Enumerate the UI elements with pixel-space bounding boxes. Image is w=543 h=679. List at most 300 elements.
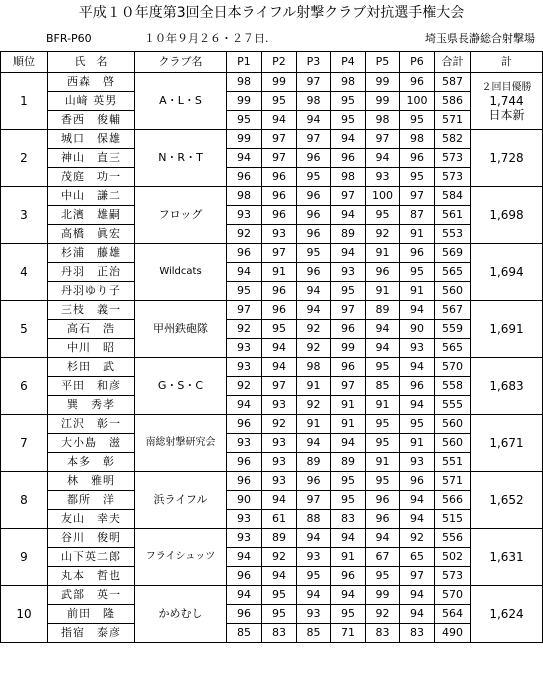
score-p6: 91 (400, 282, 435, 301)
table-row (1, 339, 543, 358)
score-p6: 94 (400, 301, 435, 320)
score-p1: 95 (227, 111, 262, 130)
score-p4: 91 (331, 396, 366, 415)
table-row (1, 225, 543, 244)
score-p3: 96 (297, 225, 331, 244)
score-p2: 96 (262, 206, 297, 225)
score-p5: 91 (366, 453, 400, 472)
shooter-name: 林 雅明 (48, 472, 135, 491)
team-total: 1,691 (489, 322, 524, 336)
score-p5: 99 (366, 586, 400, 605)
score-p2: 95 (262, 605, 297, 624)
table-row (1, 187, 543, 206)
score-p5: 96 (366, 263, 400, 282)
page-title: 平成１０年度第3回全日本ライフル射撃クラブ対抗選手権大会 (78, 5, 465, 21)
score-p4: 97 (331, 377, 366, 396)
shooter-name: 北濱 雄嗣 (48, 206, 135, 225)
shooter-name: 丹羽 正治 (48, 263, 135, 282)
shooter-total: 565 (435, 339, 471, 358)
score-p4: 96 (331, 358, 366, 377)
score-p4: 97 (331, 187, 366, 206)
score-p4: 98 (331, 73, 366, 92)
shooter-name: 神山 直三 (48, 149, 135, 168)
shooter-total: 551 (435, 453, 471, 472)
score-p1: 93 (227, 529, 262, 548)
score-p3: 85 (297, 624, 331, 643)
score-p6: 98 (400, 130, 435, 149)
col-header-team-total: 計 (471, 52, 543, 73)
score-p5: 95 (366, 567, 400, 586)
score-p6: 93 (400, 453, 435, 472)
shooter-total: 490 (435, 624, 471, 643)
score-p4: 94 (331, 130, 366, 149)
shooter-total: 555 (435, 396, 471, 415)
shooter-name: 三枝 義一 (48, 301, 135, 320)
col-header-p2: P2 (262, 52, 297, 73)
table-row (1, 453, 543, 472)
table-row (1, 206, 543, 225)
score-p2: 91 (262, 263, 297, 282)
shooter-total: 561 (435, 206, 471, 225)
event-date: １０年９月２６・２７日. (144, 32, 269, 45)
table-row (1, 73, 543, 92)
table-row (1, 529, 543, 548)
score-p2: 95 (262, 586, 297, 605)
score-p3: 95 (297, 567, 331, 586)
score-p4: 96 (331, 567, 366, 586)
score-p1: 93 (227, 206, 262, 225)
shooter-total: 564 (435, 605, 471, 624)
score-p1: 99 (227, 130, 262, 149)
team-total-cell (471, 130, 543, 187)
team-total: 1,652 (489, 493, 524, 507)
col-header-p6: P6 (400, 52, 435, 73)
table-row (1, 491, 543, 510)
event-class: BFR-P60 (46, 32, 92, 45)
score-p1: 96 (227, 244, 262, 263)
score-p1: 98 (227, 73, 262, 92)
score-p1: 93 (227, 339, 262, 358)
shooter-name: 中川 昭 (48, 339, 135, 358)
shooter-name: 武部 英一 (48, 586, 135, 605)
score-p5: 94 (366, 339, 400, 358)
score-p1: 94 (227, 263, 262, 282)
score-p3: 93 (297, 605, 331, 624)
header-row (1, 52, 543, 73)
score-p5: 96 (366, 491, 400, 510)
shooter-total: 570 (435, 586, 471, 605)
score-p2: 96 (262, 282, 297, 301)
shooter-total: 567 (435, 301, 471, 320)
score-p2: 83 (262, 624, 297, 643)
score-p4: 97 (331, 301, 366, 320)
shooter-name: 前田 隆 (48, 605, 135, 624)
shooter-total: 565 (435, 263, 471, 282)
score-p3: 97 (297, 73, 331, 92)
score-p5: 89 (366, 301, 400, 320)
score-p1: 98 (227, 187, 262, 206)
table-row (1, 358, 543, 377)
score-p5: 95 (366, 206, 400, 225)
score-p1: 94 (227, 586, 262, 605)
col-header-sum: 合計 (435, 52, 471, 73)
shooter-total: 560 (435, 434, 471, 453)
score-p5: 94 (366, 149, 400, 168)
score-p2: 94 (262, 358, 297, 377)
shooter-total: 569 (435, 244, 471, 263)
score-p6: 92 (400, 529, 435, 548)
shooter-total: 502 (435, 548, 471, 567)
score-p4: 91 (331, 548, 366, 567)
score-p3: 94 (297, 434, 331, 453)
score-p3: 96 (297, 206, 331, 225)
team-total-cell (471, 529, 543, 586)
table-row (1, 168, 543, 187)
score-p5: 97 (366, 130, 400, 149)
team-rank: 10 (1, 586, 48, 643)
team-rank: 7 (1, 415, 48, 472)
score-p3: 92 (297, 339, 331, 358)
score-p1: 93 (227, 510, 262, 529)
score-p4: 95 (331, 282, 366, 301)
score-p5: 85 (366, 377, 400, 396)
shooter-total: 573 (435, 168, 471, 187)
score-p1: 94 (227, 149, 262, 168)
shooter-name: 高橋 眞宏 (48, 225, 135, 244)
team-rank: 9 (1, 529, 48, 586)
shooter-name: 丸本 哲也 (48, 567, 135, 586)
team-total-cell (471, 358, 543, 415)
score-p6: 91 (400, 225, 435, 244)
table-row (1, 624, 543, 643)
score-p4: 94 (331, 244, 366, 263)
score-p6: 100 (400, 92, 435, 111)
score-p3: 96 (297, 263, 331, 282)
score-p5: 83 (366, 624, 400, 643)
score-p2: 94 (262, 111, 297, 130)
score-p6: 94 (400, 605, 435, 624)
score-p4: 89 (331, 453, 366, 472)
score-p6: 95 (400, 111, 435, 130)
shooter-total: 586 (435, 92, 471, 111)
score-p5: 100 (366, 187, 400, 206)
score-p4: 99 (331, 339, 366, 358)
score-p6: 65 (400, 548, 435, 567)
shooter-total: 553 (435, 225, 471, 244)
score-p4: 95 (331, 92, 366, 111)
score-p3: 92 (297, 396, 331, 415)
col-header-p4: P4 (331, 52, 366, 73)
score-p5: 94 (366, 529, 400, 548)
score-p4: 95 (331, 472, 366, 491)
score-p2: 96 (262, 187, 297, 206)
shooter-name: 都所 洋 (48, 491, 135, 510)
shooter-name: 平田 和彦 (48, 377, 135, 396)
table-row (1, 510, 543, 529)
score-p3: 96 (297, 187, 331, 206)
team-total: 1,624 (489, 607, 524, 621)
table-row (1, 472, 543, 491)
shooter-name: 茂庭 功一 (48, 168, 135, 187)
shooter-total: 571 (435, 111, 471, 130)
col-header-rank: 順位 (1, 52, 48, 73)
score-p6: 94 (400, 586, 435, 605)
results-table (0, 51, 543, 643)
score-p2: 99 (262, 73, 297, 92)
score-p2: 97 (262, 244, 297, 263)
col-header-p5: P5 (366, 52, 400, 73)
score-p5: 95 (366, 358, 400, 377)
score-p2: 94 (262, 491, 297, 510)
team-total-cell (471, 301, 543, 358)
score-p4: 83 (331, 510, 366, 529)
score-p3: 95 (297, 168, 331, 187)
score-p4: 96 (331, 320, 366, 339)
score-p3: 88 (297, 510, 331, 529)
score-p6: 83 (400, 624, 435, 643)
score-p2: 95 (262, 320, 297, 339)
shooter-total: 515 (435, 510, 471, 529)
shooter-total: 570 (435, 358, 471, 377)
score-p6: 96 (400, 73, 435, 92)
score-p1: 92 (227, 377, 262, 396)
score-p4: 91 (331, 415, 366, 434)
table-row (1, 111, 543, 130)
club-name: フライシュッツ (135, 529, 227, 586)
record-note: 日本新 (488, 107, 525, 122)
score-p6: 97 (400, 567, 435, 586)
shooter-name: 山下英二郎 (48, 548, 135, 567)
shooter-total: 560 (435, 415, 471, 434)
table-row (1, 434, 543, 453)
shooter-name: 大小島 滋 (48, 434, 135, 453)
score-p2: 97 (262, 149, 297, 168)
club-name: G・S・C (135, 358, 227, 415)
score-p5: 95 (366, 472, 400, 491)
score-p4: 94 (331, 529, 366, 548)
score-p6: 91 (400, 434, 435, 453)
score-p6: 96 (400, 377, 435, 396)
club-name: かめむし (135, 586, 227, 643)
score-p3: 93 (297, 548, 331, 567)
score-p6: 95 (400, 263, 435, 282)
table-row (1, 244, 543, 263)
score-p2: 93 (262, 434, 297, 453)
score-p5: 99 (366, 73, 400, 92)
score-p5: 91 (366, 282, 400, 301)
shooter-total: 573 (435, 567, 471, 586)
score-p6: 94 (400, 510, 435, 529)
score-p1: 94 (227, 396, 262, 415)
score-p6: 95 (400, 415, 435, 434)
score-p4: 98 (331, 168, 366, 187)
table-row (1, 605, 543, 624)
table-row (1, 377, 543, 396)
shooter-name: 丹羽ゆり子 (48, 282, 135, 301)
score-p3: 97 (297, 491, 331, 510)
score-p5: 95 (366, 434, 400, 453)
score-p1: 92 (227, 320, 262, 339)
score-p1: 96 (227, 567, 262, 586)
team-rank: 6 (1, 358, 48, 415)
shooter-name: 友山 幸夫 (48, 510, 135, 529)
score-p6: 96 (400, 244, 435, 263)
score-p6: 94 (400, 396, 435, 415)
score-p3: 98 (297, 358, 331, 377)
score-p1: 99 (227, 92, 262, 111)
shooter-total: 556 (435, 529, 471, 548)
table-row (1, 92, 543, 111)
score-p2: 95 (262, 92, 297, 111)
score-p2: 94 (262, 567, 297, 586)
score-p6: 96 (400, 149, 435, 168)
score-p6: 97 (400, 187, 435, 206)
shooter-name: 西森 啓 (48, 73, 135, 92)
score-p6: 95 (400, 168, 435, 187)
team-total-cell (471, 586, 543, 643)
score-p5: 94 (366, 320, 400, 339)
club-name: Wildcats (135, 244, 227, 301)
score-p6: 94 (400, 491, 435, 510)
team-rank: 4 (1, 244, 48, 301)
score-p1: 93 (227, 358, 262, 377)
score-p2: 96 (262, 168, 297, 187)
score-p4: 94 (331, 434, 366, 453)
shooter-name: 中山 謙二 (48, 187, 135, 206)
col-header-p1: P1 (227, 52, 262, 73)
score-p3: 94 (297, 111, 331, 130)
score-p1: 95 (227, 282, 262, 301)
table-row (1, 320, 543, 339)
team-total: 1,744 (489, 93, 524, 108)
club-name: N・R・T (135, 130, 227, 187)
shooter-name: 本多 彰 (48, 453, 135, 472)
score-p1: 96 (227, 168, 262, 187)
score-p6: 94 (400, 358, 435, 377)
score-p3: 98 (297, 92, 331, 111)
score-p1: 96 (227, 453, 262, 472)
score-p2: 93 (262, 472, 297, 491)
team-total-cell (471, 244, 543, 301)
table-row (1, 567, 543, 586)
team-total-cell (471, 187, 543, 244)
score-p6: 87 (400, 206, 435, 225)
score-p5: 95 (366, 415, 400, 434)
shooter-total: 560 (435, 282, 471, 301)
team-rank: 1 (1, 73, 48, 130)
club-name: 南総射撃研究会 (135, 415, 227, 472)
team-total-cell (471, 73, 543, 130)
team-total-cell (471, 415, 543, 472)
score-p5: 91 (366, 244, 400, 263)
shooter-name: 香西 俊輔 (48, 111, 135, 130)
score-p2: 92 (262, 548, 297, 567)
team-total: 1,698 (489, 208, 524, 222)
score-p4: 93 (331, 263, 366, 282)
shooter-name: 高石 浩 (48, 320, 135, 339)
shooter-total: 559 (435, 320, 471, 339)
table-row (1, 396, 543, 415)
score-p2: 97 (262, 130, 297, 149)
results-body (1, 73, 543, 643)
score-p4: 96 (331, 149, 366, 168)
shooter-total: 573 (435, 149, 471, 168)
score-p3: 94 (297, 586, 331, 605)
score-p2: 93 (262, 396, 297, 415)
club-name: 甲州鉄砲隊 (135, 301, 227, 358)
shooter-total: 587 (435, 73, 471, 92)
shooter-total: 558 (435, 377, 471, 396)
score-p1: 96 (227, 472, 262, 491)
score-p2: 94 (262, 339, 297, 358)
shooter-name: 山﨑 英男 (48, 92, 135, 111)
score-p3: 92 (297, 320, 331, 339)
score-p2: 61 (262, 510, 297, 529)
score-p3: 91 (297, 415, 331, 434)
shooter-name: 杉田 武 (48, 358, 135, 377)
score-p4: 71 (331, 624, 366, 643)
shooter-name: 巽 秀孝 (48, 396, 135, 415)
club-name: 浜ライフル (135, 472, 227, 529)
score-p2: 96 (262, 301, 297, 320)
score-p3: 94 (297, 282, 331, 301)
score-p5: 92 (366, 225, 400, 244)
score-p1: 96 (227, 415, 262, 434)
table-row (1, 301, 543, 320)
team-rank: 2 (1, 130, 48, 187)
team-total: 1,671 (489, 436, 524, 450)
shooter-name: 指宿 泰彦 (48, 624, 135, 643)
shooter-name: 城口 保雄 (48, 130, 135, 149)
score-p4: 89 (331, 225, 366, 244)
table-row (1, 548, 543, 567)
score-p2: 93 (262, 225, 297, 244)
club-name: フロッグ (135, 187, 227, 244)
table-row (1, 415, 543, 434)
score-p5: 92 (366, 605, 400, 624)
score-p6: 90 (400, 320, 435, 339)
score-p1: 85 (227, 624, 262, 643)
score-p2: 93 (262, 453, 297, 472)
score-p4: 95 (331, 111, 366, 130)
team-rank: 3 (1, 187, 48, 244)
score-p5: 67 (366, 548, 400, 567)
shooter-total: 571 (435, 472, 471, 491)
table-row (1, 586, 543, 605)
score-p4: 95 (331, 605, 366, 624)
score-p3: 95 (297, 244, 331, 263)
table-row (1, 149, 543, 168)
score-p6: 96 (400, 472, 435, 491)
score-p5: 93 (366, 168, 400, 187)
score-p1: 90 (227, 491, 262, 510)
score-p5: 98 (366, 111, 400, 130)
team-total: 1,631 (489, 550, 524, 564)
team-total-cell (471, 472, 543, 529)
col-header-name: 氏 名 (48, 52, 135, 73)
score-p3: 97 (297, 130, 331, 149)
score-p1: 94 (227, 548, 262, 567)
score-p2: 97 (262, 377, 297, 396)
table-row (1, 282, 543, 301)
score-p1: 92 (227, 225, 262, 244)
shooter-name: 杉浦 藤雄 (48, 244, 135, 263)
shooter-name: 谷川 俊明 (48, 529, 135, 548)
score-p4: 95 (331, 491, 366, 510)
score-p2: 92 (262, 415, 297, 434)
team-rank: 5 (1, 301, 48, 358)
team-total: 1,694 (489, 265, 524, 279)
